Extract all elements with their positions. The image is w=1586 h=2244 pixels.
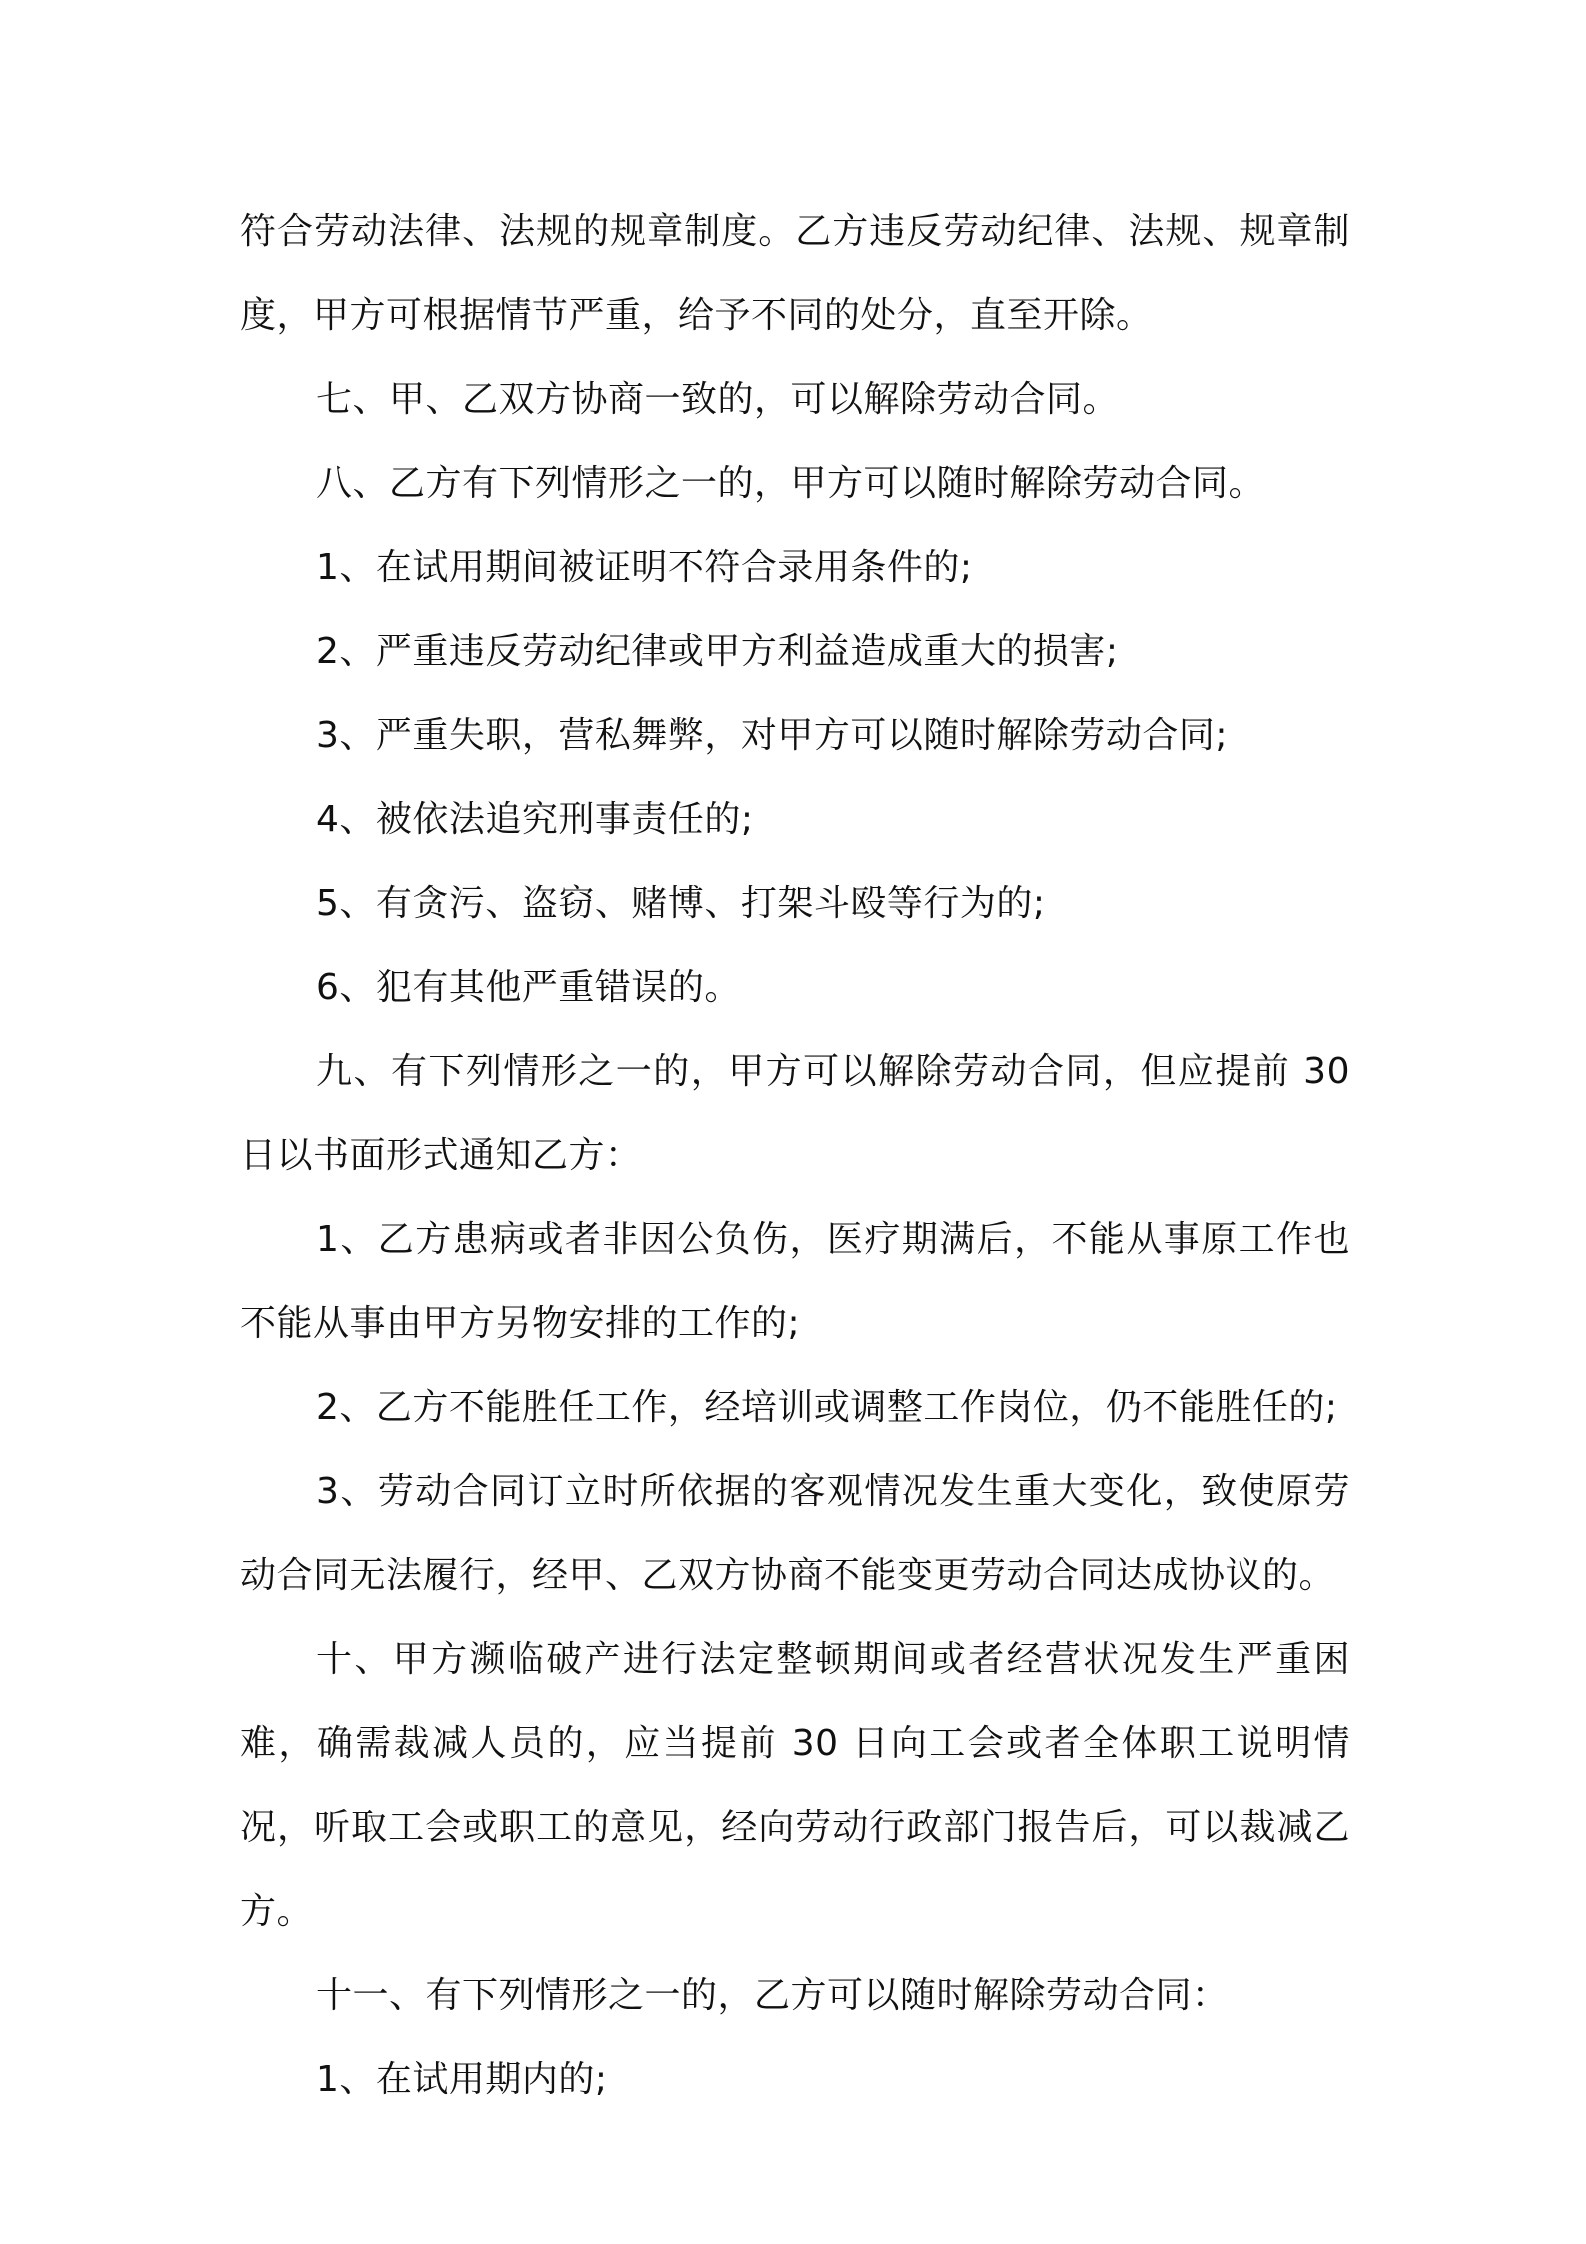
list-item: 2、严重违反劳动纪律或甲方利益造成重大的损害;	[316, 631, 1119, 672]
list-item: 1、在试用期间被证明不符合录用条件的;	[316, 547, 973, 588]
paragraph-clause-9: 九、有下列情形之一的，甲方可以解除劳动合同，但应提前 30 日以书面形式通知乙方：	[240, 1051, 1350, 1176]
list-item: 4、被依法追究刑事责任的;	[316, 799, 754, 840]
document-body	[240, 190, 1350, 2122]
paragraph-clause-7: 七、甲、乙双方协商一致的，可以解除劳动合同。	[316, 379, 1120, 420]
list-item: 2、乙方不能胜任工作，经培训或调整工作岗位，仍不能胜任的;	[316, 1387, 1338, 1428]
list-item: 1、在试用期内的;	[316, 2059, 608, 2100]
list-item: 3、严重失职，营私舞弊，对甲方可以随时解除劳动合同;	[316, 715, 1229, 756]
paragraph-clause-10: 十、甲方濒临破产进行法定整顿期间或者经营状况发生严重困难，确需裁减人员的，应当提前 30 日向工会或者全体职工说明情况，听取工会或职工的意见，经向劳动行政部门报告后，可以裁减乙方。	[240, 1639, 1350, 1932]
list-item: 3、劳动合同订立时所依据的客观情况发生重大变化，致使原劳动合同无法履行，经甲、乙双方协商不能变更劳动合同达成协议的。	[240, 1471, 1350, 1596]
paragraph-clause-11: 十一、有下列情形之一的，乙方可以随时解除劳动合同：	[316, 1975, 1229, 2016]
paragraph-continuation: 符合劳动法律、法规的规章制度。乙方违反劳动纪律、法规、规章制度，甲方可根据情节严重，给予不同的处分，直至开除。	[240, 211, 1350, 336]
list-item: 6、犯有其他严重错误的。	[316, 967, 741, 1008]
paragraph-clause-8: 八、乙方有下列情形之一的，甲方可以随时解除劳动合同。	[316, 463, 1266, 504]
list-item: 1、乙方患病或者非因公负伤，医疗期满后，不能从事原工作也不能从事由甲方另物安排的工作的;	[240, 1219, 1350, 1344]
list-item: 5、有贪污、盗窃、赌博、打架斗殴等行为的;	[316, 883, 1046, 924]
